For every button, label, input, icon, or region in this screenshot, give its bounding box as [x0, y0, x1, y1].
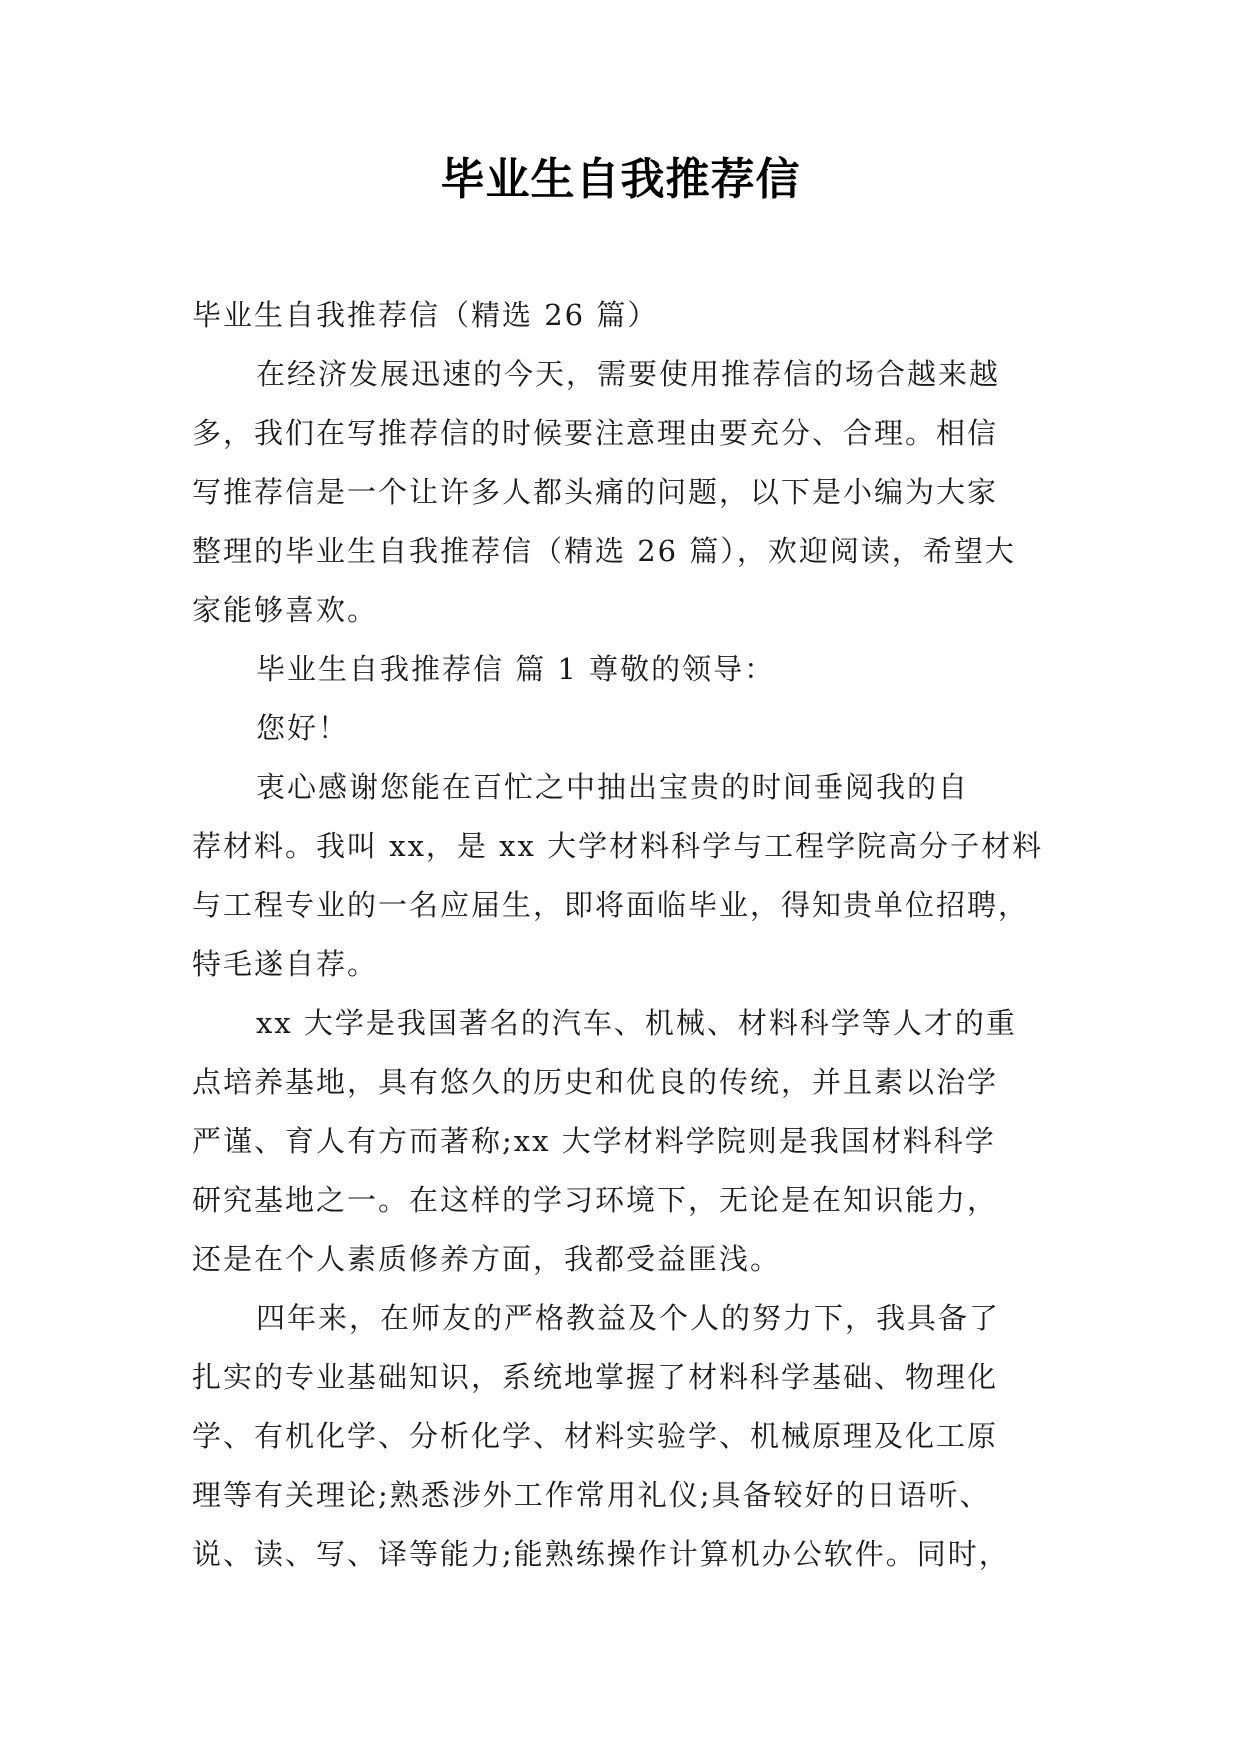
paragraph-line: 在经济发展迅速的今天，需要使用推荐信的场合越来越: [256, 357, 1001, 391]
greeting-line: 您好！: [256, 711, 350, 745]
paragraph-line: 学、有机化学、分析化学、材料实验学、机械原理及化工原: [192, 1419, 999, 1453]
paragraph-line: 写推荐信是一个让许多人都头痛的问题，以下是小编为大家: [192, 475, 999, 509]
paragraph-line: 说、读、写、译等能力;能熟练操作计算机办公软件。同时，: [192, 1537, 1010, 1571]
section-heading-line: 毕业生自我推荐信 篇 1 尊敬的领导：: [256, 652, 776, 686]
paragraph-line: xx 大学是我国著名的汽车、机械、材料科学等人才的重: [256, 1006, 1017, 1040]
subtitle-line: 毕业生自我推荐信（精选 26 篇）: [192, 298, 659, 332]
document-title: 毕业生自我推荐信: [440, 154, 801, 205]
paragraph-line: 扎实的专业基础知识，系统地掌握了材料科学基础、物理化: [192, 1360, 999, 1394]
paragraph-line: 理等有关理论;熟悉涉外工作常用礼仪;具备较好的日语听、: [192, 1478, 991, 1512]
paragraph-line: 四年来，在师友的严格教益及个人的努力下，我具备了: [256, 1301, 1001, 1335]
paragraph-line: 与工程专业的一名应届生，即将面临毕业，得知贵单位招聘，: [192, 888, 1030, 922]
paragraph-line: 整理的毕业生自我推荐信（精选 26 篇），欢迎阅读，希望大: [192, 534, 1016, 568]
paragraph-line: 荐材料。我叫 xx，是 xx 大学材料科学与工程学院高分子材料: [192, 829, 1044, 863]
paragraph-line: 还是在个人素质修养方面，我都受益匪浅。: [192, 1242, 782, 1276]
paragraph-line: 特毛遂自荐。: [192, 947, 379, 981]
paragraph-line: 研究基地之一。在这样的学习环境下，无论是在知识能力，: [192, 1183, 999, 1217]
paragraph-line: 多，我们在写推荐信的时候要注意理由要充分、合理。相信: [192, 416, 999, 450]
document-body: [192, 286, 1052, 1584]
paragraph-line: 严谨、育人有方而著称;xx 大学材料学院则是我国材料科学: [192, 1124, 996, 1158]
paragraph-line: 衷心感谢您能在百忙之中抽出宝贵的时间垂阅我的自: [256, 770, 970, 804]
paragraph-line: 家能够喜欢。: [192, 593, 379, 627]
paragraph-line: 点培养基地，具有悠久的历史和优良的传统，并且素以治学: [192, 1065, 999, 1099]
